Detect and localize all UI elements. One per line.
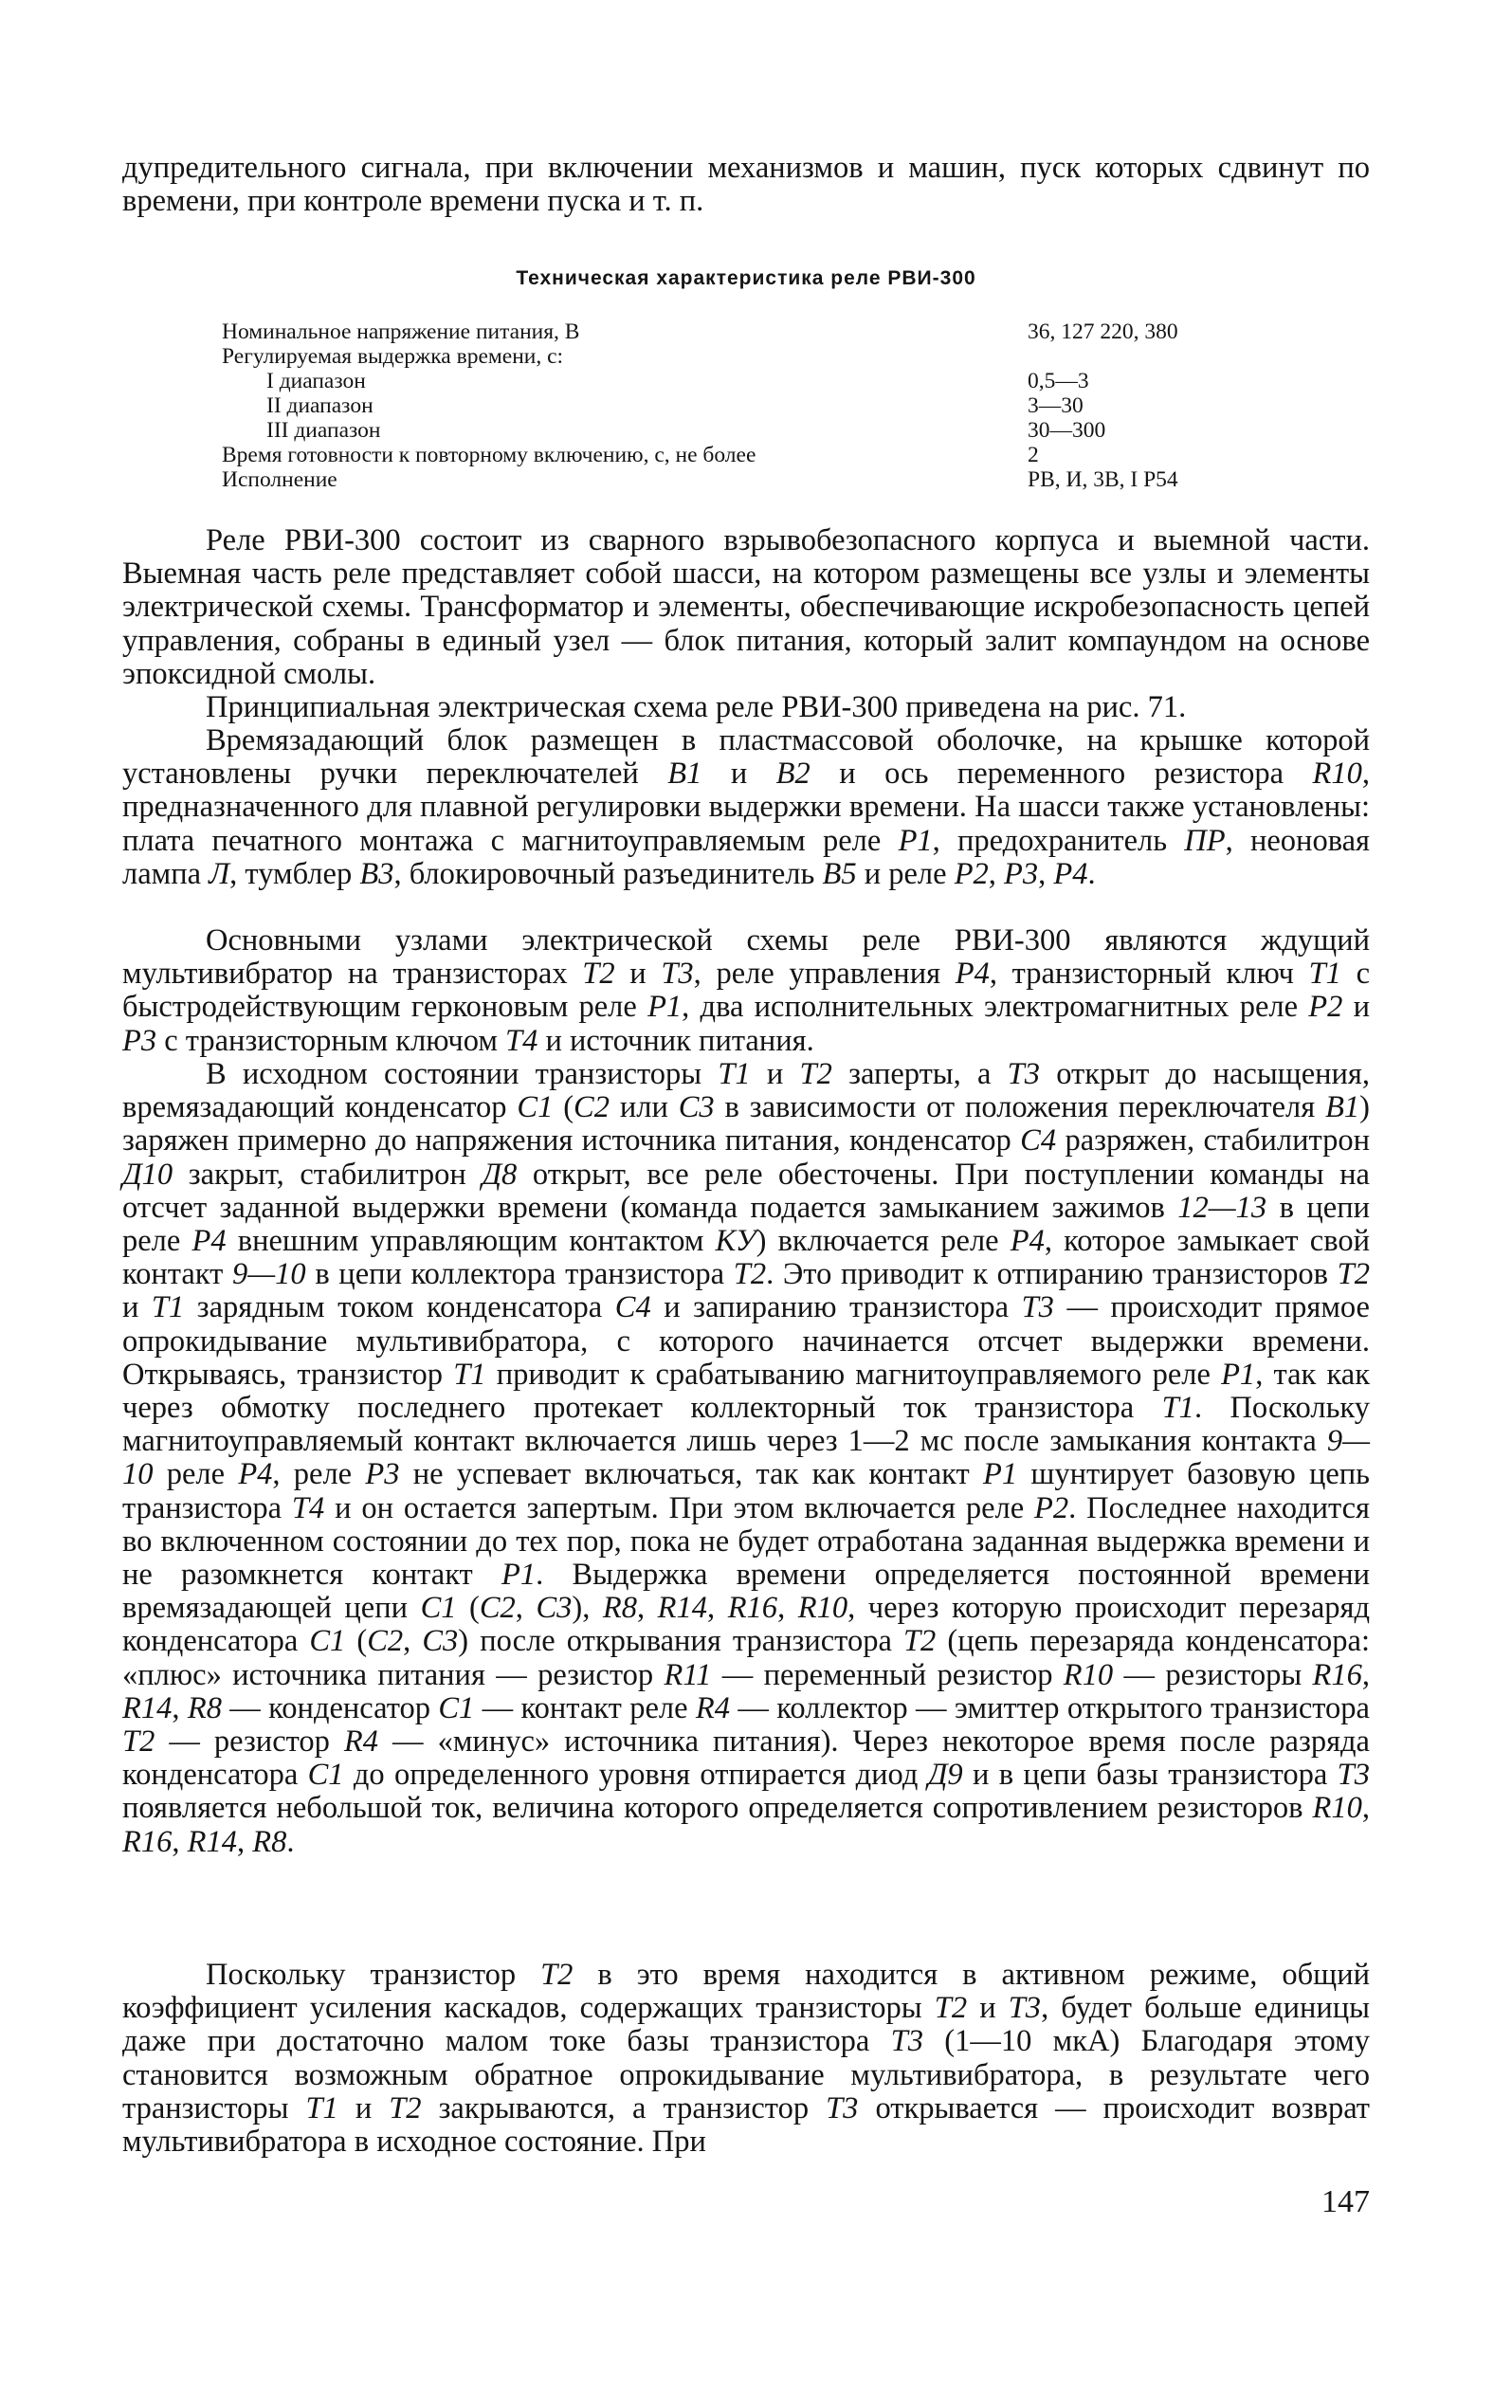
spec-row [0,369,1512,393]
body-paragraph: Основными узлами электрической схемы реле РВИ-300 являются ждущий мультивибратор на транзисторах T2 и T3, реле управления P4, транзисторный ключ T1 с быстродействующим герконовым реле P1, два исполнительных электромагнитных реле P2 и P3 с транзисторным ключом T4 и источник питания. [122,923,1370,1058]
spec-value: 36, 127 220, 380 [1028,319,1178,344]
spec-label: III диапазон [266,418,381,443]
spec-label: Время готовности к повторному включению, с, не более [222,443,756,467]
page-number: 147 [1321,2184,1370,2219]
spec-row [0,418,1512,443]
spec-value: 30—300 [1028,418,1106,443]
intro-paragraph: дупредительного сигнала, при включении механизмов и машин, пуск которых сдвинут по времени, при контроле времени пуска и т. п. [122,151,1370,219]
spec-value: 3—30 [1028,393,1084,418]
spec-label: Номинальное напряжение питания, В [222,319,580,344]
spec-row [0,393,1512,418]
body-paragraph: Поскольку транзистор T2 в это время находится в активном режиме, общий коэффициент усиления каскадов, содержащих транзисторы T2 и T3, будет больше единицы даже при достаточно малом токе базы транзистора T3 (1—10 мкА) Благодаря этому становится возможным обратное опрокидывание мультивибратора, в результате чего транзисторы T1 и T2 закрываются, а транзистор T3 открывается — происходит возврат мультивибратора в исходное состояние. При [122,1958,1370,2160]
spec-label: II диапазон [266,393,373,418]
body-paragraph: Принципиальная электрическая схема реле РВИ-300 приведена на рис. 71. [206,690,1187,724]
spec-label: Исполнение [222,467,337,492]
spec-value: 0,5—3 [1028,369,1089,393]
spec-row [0,443,1512,467]
spec-label: I диапазон [266,369,366,393]
spec-table-title: Техническая характеристика реле РВИ-300 [516,267,976,289]
spec-row [0,319,1512,344]
body-paragraph: В исходном состоянии транзисторы T1 и T2 заперты, а T3 открыт до насыщения, времязадающий конденсатор C1 (C2 или C3 в зависимости от положения переключателя B1) заряжен примерно до напряжения источника питания, конденсатор C4 разряжен, стабилитрон Д10 закрыт, стабилитрон Д8 открыт, все реле обесточены. При поступлении команды на отсчет заданной выдержки времени (команда подается замыканием зажимов 12—13 в цепи реле P4 внешним управляющим контактом КУ) включается реле P4, которое замыкает свой контакт 9—10 в цепи коллектора транзистора T2. Это приводит к отпиранию транзисторов T2 и T1 зарядным током конденсатора C4 и запиранию транзистора T3 — происходит прямое опрокидывание мультивибратора, с которого начинается отсчет выдержки времени. Открываясь, транзистор T1 приводит к срабатыванию магнитоуправляемого реле P1, так как через обмотку последнего протекает коллекторный ток транзистора T1. Поскольку магнитоуправляемый контакт включается лишь через 1—2 мс после замыкания контакта 9—10 реле P4, реле P3 не успевает включаться, так как контакт P1 шунтирует базовую цепь транзистора T4 и он остается запертым. При этом включается реле P2. Последнее находится во включенном состоянии до тех пор, пока не будет отработана заданная выдержка времени и не разомкнется контакт P1. Выдержка времени определяется постоянной времени времязадающей цепи C1 (C2, C3), R8, R14, R16, R10, через которую происходит перезаряд конденсатора C1 (C2, C3) после открывания транзистора T2 (цепь перезаряда конденсатора: «плюс» источника питания — резистор R11 — переменный резистор R10 — резисторы R16, R14, R8 — конденсатор C1 — контакт реле R4 — коллектор — эмиттер открытого транзистора T2 — резистор R4 — «минус» источника питания). Через некоторое время после разряда конденсатора C1 до определенного уровня отпирается диод Д9 и в цепи базы транзистора T3 появляется небольшой ток, величина которого определяется сопротивлением резисторов R10, R16, R14, R8. [122,1057,1371,1859]
spec-row [0,467,1512,492]
body-paragraph: Реле РВИ-300 состоит из сварного взрывобезопасного корпуса и выемной части. Выемная часть реле представляет собой шасси, на котором размещены все узлы и элементы электрической схемы. Трансформатор и элементы, обеспечивающие искробезопасность цепей управления, собраны в единый узел — блок питания, который залит компаундом на основе эпоксидной смолы. [122,523,1370,691]
spec-row [0,344,1512,369]
spec-value: 2 [1028,443,1039,467]
body-paragraph: Времязадающий блок размещен в пластмассовой оболочке, на крышке которой установлены ручки переключателей B1 и B2 и ось переменного резистора R10, предназначенного для плавной регулировки выдержки времени. На шасси также установлены: плата печатного монтажа с магнитоуправляемым реле P1, предохранитель ПР, неоновая лампа Л, тумблер B3, блокировочный разъединитель B5 и реле P2, P3, P4. [122,723,1370,891]
spec-label: Регулируемая выдержка времени, с: [222,344,564,369]
spec-value: РВ, И, 3В, I P54 [1028,467,1178,492]
